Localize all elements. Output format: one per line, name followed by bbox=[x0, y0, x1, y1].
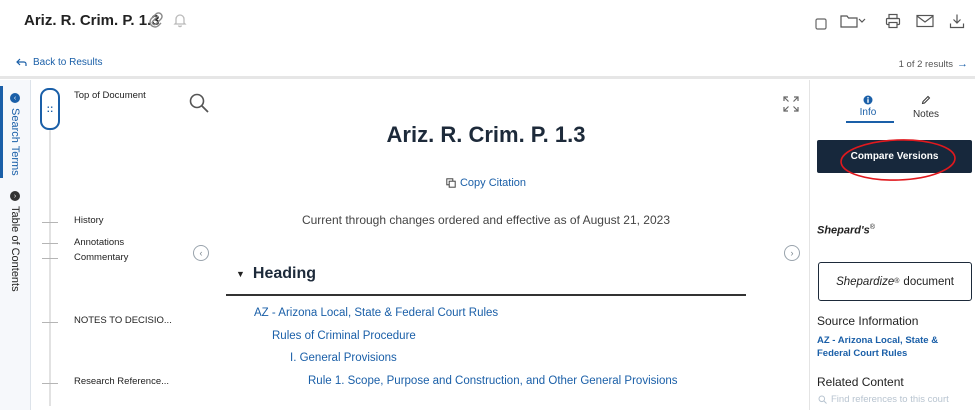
tab-info[interactable] bbox=[846, 95, 890, 123]
breadcrumb-level-3[interactable]: I. General Provisions bbox=[290, 352, 397, 364]
find-references-label: Find references to this court bbox=[831, 394, 949, 405]
breadcrumb-level-4[interactable]: Rule 1. Scope, Purpose and Construction, and Other General Provisions bbox=[308, 375, 678, 387]
toc-tick bbox=[42, 258, 58, 259]
chevron-down-icon bbox=[858, 18, 866, 24]
breadcrumb-level-1[interactable]: AZ - Arizona Local, State & Federal Court Rules bbox=[254, 307, 499, 319]
results-nav-bar bbox=[0, 52, 975, 79]
toc-tick bbox=[42, 322, 58, 323]
results-pager bbox=[899, 58, 968, 70]
active-tab-underline bbox=[846, 121, 894, 123]
copy-citation-link[interactable] bbox=[226, 177, 746, 189]
shepards-label bbox=[817, 224, 875, 237]
tab-search-terms-label: Search Terms bbox=[9, 108, 21, 176]
toc-tick bbox=[42, 222, 58, 223]
back-to-results-label: Back to Results bbox=[33, 57, 103, 68]
print-icon[interactable] bbox=[880, 10, 906, 32]
breadcrumb-level-2[interactable]: Rules of Criminal Procedure bbox=[272, 330, 416, 342]
chevron-left-icon: ‹ bbox=[10, 93, 20, 103]
toc-item-annotations[interactable]: Annotations bbox=[74, 237, 125, 248]
heading-section-title: Heading bbox=[252, 265, 317, 282]
active-tab-indicator bbox=[0, 86, 3, 178]
currency-statement: Current through changes ordered and effective as of August 21, 2023 bbox=[301, 213, 671, 227]
shepardize-registered-mark: ® bbox=[894, 278, 900, 285]
next-result-arrow-icon[interactable]: → bbox=[957, 58, 968, 70]
toc-tick bbox=[42, 243, 58, 244]
source-information-heading: Source Information bbox=[817, 314, 919, 328]
checkbox-icon[interactable] bbox=[808, 13, 834, 35]
folder-icon bbox=[840, 14, 858, 28]
tab-table-of-contents[interactable] bbox=[9, 191, 21, 292]
heading-divider bbox=[226, 294, 746, 296]
document-title-top: Ariz. R. Crim. P. 1.3 bbox=[24, 12, 160, 29]
info-icon bbox=[846, 95, 890, 105]
heading-section-toggle[interactable] bbox=[236, 265, 316, 283]
shepards-label-text: Shepard's bbox=[817, 224, 870, 237]
results-count-text: 1 of 2 results bbox=[898, 58, 953, 70]
paperclip-icon[interactable] bbox=[143, 9, 169, 31]
toc-drag-handle[interactable]: :: bbox=[40, 88, 60, 130]
back-arrow-icon bbox=[16, 58, 27, 67]
toc-item-notes-to-decisions[interactable]: NOTES TO DECISIO... bbox=[74, 315, 172, 326]
toc-item-research-references[interactable]: Research Reference... bbox=[74, 376, 170, 387]
toc-tick bbox=[42, 383, 58, 384]
tab-notes-label: Notes bbox=[912, 109, 940, 120]
source-information-link[interactable]: AZ - Arizona Local, State & Federal Court Rules bbox=[817, 335, 939, 359]
copy-citation-label: Copy Citation bbox=[459, 177, 527, 189]
chevron-right-icon: › bbox=[10, 191, 20, 201]
top-bar bbox=[0, 0, 975, 44]
shepardize-document-button[interactable] bbox=[818, 262, 972, 301]
tab-notes[interactable] bbox=[906, 95, 946, 123]
prev-hit-icon[interactable]: ‹ bbox=[193, 245, 209, 261]
search-icon[interactable] bbox=[188, 92, 210, 114]
email-icon[interactable] bbox=[912, 10, 938, 32]
back-to-results-link[interactable] bbox=[16, 57, 102, 68]
compare-versions-button[interactable]: Compare Versions bbox=[817, 140, 972, 173]
tab-table-of-contents-label: Table of Contents bbox=[9, 206, 21, 292]
shepardize-document-label: document bbox=[903, 275, 954, 288]
right-panel-divider bbox=[809, 80, 810, 410]
copy-icon bbox=[446, 178, 456, 188]
download-icon[interactable] bbox=[944, 10, 970, 32]
next-hit-icon[interactable]: › bbox=[784, 245, 800, 261]
shepards-registered-mark: ® bbox=[869, 224, 875, 231]
find-references-link[interactable] bbox=[818, 394, 949, 405]
pencil-icon bbox=[906, 95, 946, 105]
tab-search-terms[interactable] bbox=[9, 93, 21, 176]
toc-item-commentary[interactable]: Commentary bbox=[74, 252, 129, 263]
document-title: Ariz. R. Crim. P. 1.3 bbox=[386, 122, 586, 147]
shepardize-label: Shepardize bbox=[836, 275, 895, 288]
search-small-icon bbox=[818, 395, 827, 404]
alert-bell-icon[interactable] bbox=[167, 9, 193, 31]
related-content-heading: Related Content bbox=[817, 375, 904, 389]
tab-info-label: Info bbox=[859, 107, 877, 118]
expand-icon[interactable] bbox=[782, 95, 800, 113]
toc-item-history[interactable]: History bbox=[74, 215, 104, 226]
folder-dropdown-button[interactable] bbox=[838, 10, 868, 32]
toc-item-top-of-document[interactable]: Top of Document bbox=[74, 90, 146, 101]
toc-rail bbox=[49, 126, 51, 406]
caret-down-icon: ▼ bbox=[236, 269, 245, 279]
